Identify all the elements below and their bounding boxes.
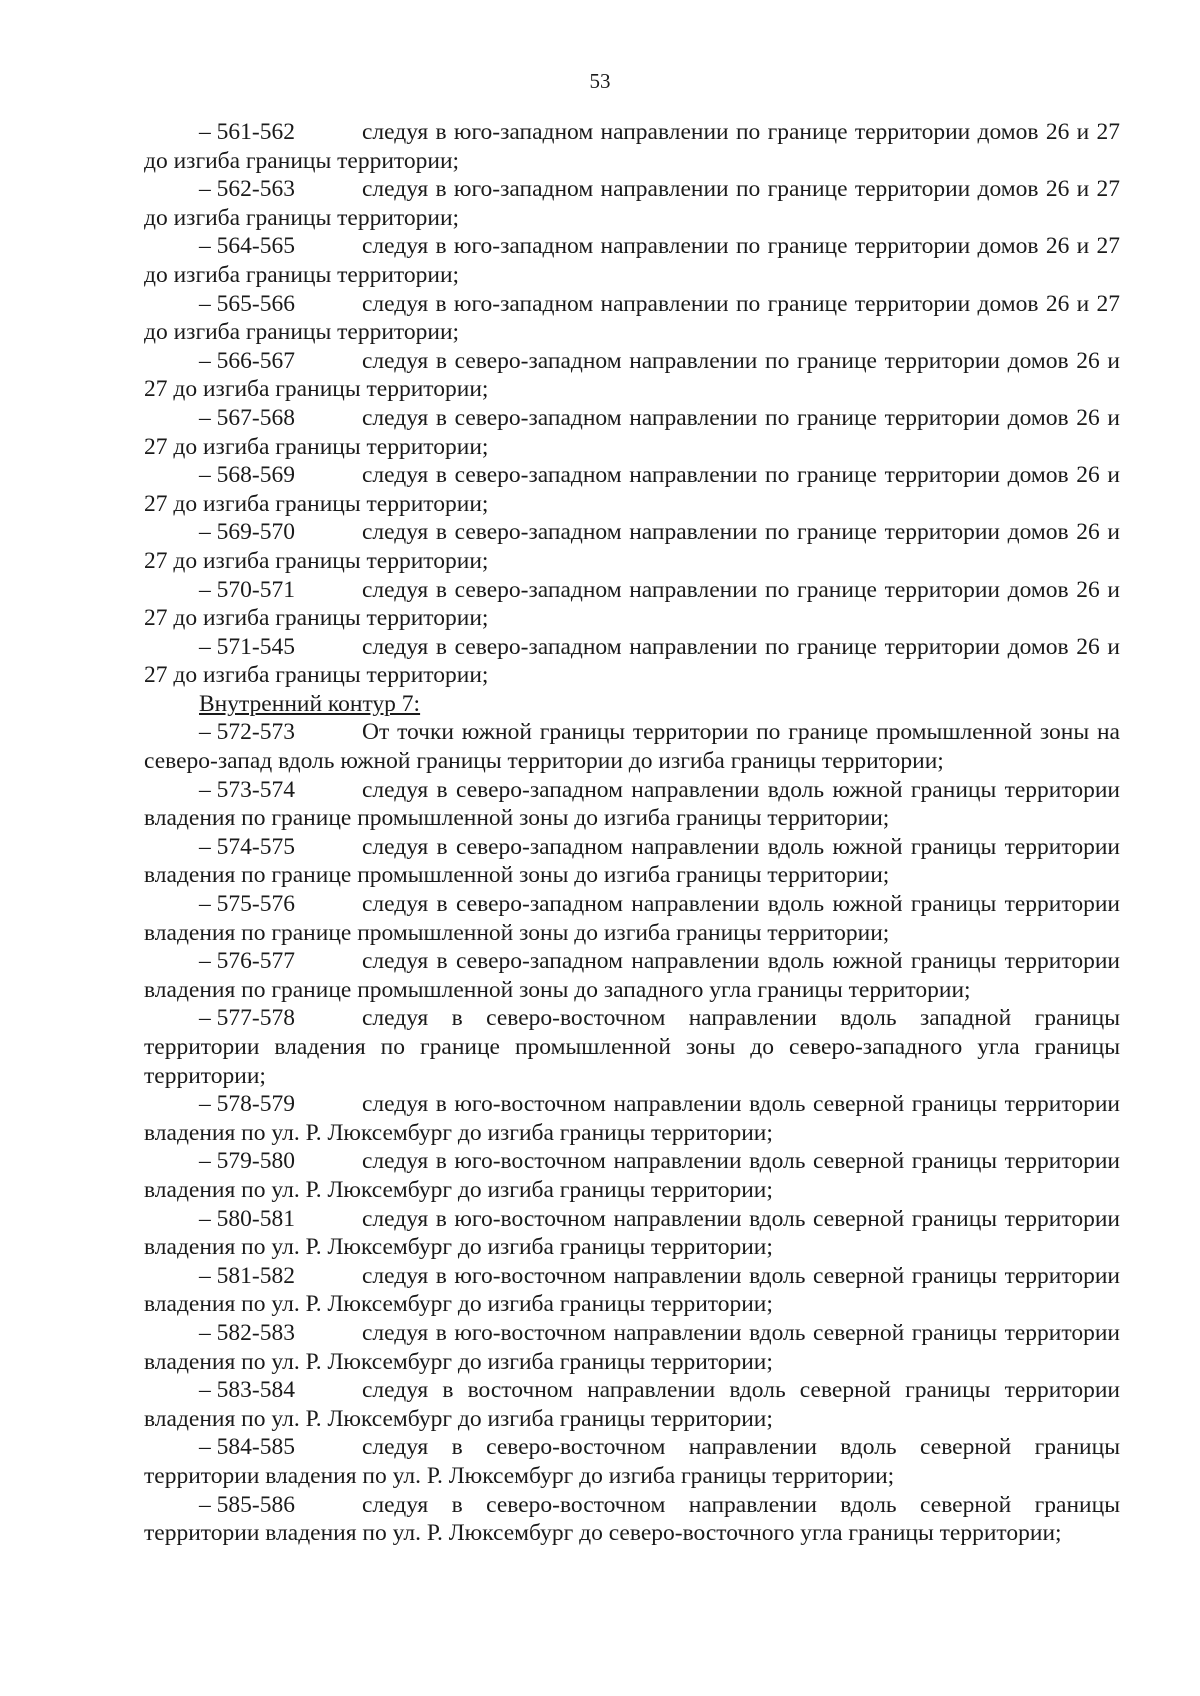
- segment-number: – 566-567: [199, 347, 295, 374]
- segment-description: следуя в юго-восточном направлении вдоль северной границы территории владения по ул. Р. Люксембург до изгиба границы территории;: [144, 1205, 1120, 1261]
- segment-description: следуя в северо-западном направлении по границе территории домов 26 и 27 до изгиба границы территории;: [144, 462, 1120, 517]
- segment-number: – 585-586: [199, 1491, 295, 1518]
- boundary-entry: [144, 1433, 1120, 1490]
- boundary-entry: [144, 776, 1120, 833]
- segment-number: – 583-584: [199, 1377, 295, 1404]
- segment-number: – 577-578: [199, 1005, 295, 1032]
- boundary-entry: [144, 1004, 1120, 1090]
- segment-number: – 572-573: [199, 719, 295, 746]
- segment-description: следуя в северо-западном направлении вдоль южной границы территории владения по границе промышленной зоны до западного угла границы территории;: [144, 948, 1120, 1003]
- segment-description: следуя в северо-восточном направлении вдоль северной границы территории владения по ул. Р. Люксембург до изгиба границы территории;: [144, 1434, 1120, 1489]
- segment-number: – 573-574: [199, 776, 295, 803]
- segment-description: следуя в юго-восточном направлении вдоль северной границы территории владения по ул. Р. Люксембург до изгиба границы территории;: [144, 1148, 1120, 1203]
- segment-description: От точки южной границы территории по границе промышленной зоны на северо-запад вдоль южной границы территории до изгиба границы территории;: [144, 719, 1120, 775]
- segment-description: следуя в юго-восточном направлении вдоль северной границы территории владения по ул. Р. Люксембург до изгиба границы территории;: [144, 1091, 1120, 1146]
- segment-description: следуя в северо-западном направлении по границе территории домов 26 и 27 до изгиба границы территории;: [144, 633, 1120, 689]
- segment-number: – 576-577: [199, 948, 295, 975]
- segment-description: следуя в северо-западном направлении по границе территории домов 26 и 27 до изгиба границы территории;: [144, 576, 1120, 632]
- segment-number: – 584-585: [199, 1434, 295, 1461]
- segment-description: следуя в юго-восточном направлении вдоль северной границы территории владения по ул. Р. Люксембург до изгиба границы территории;: [144, 1319, 1120, 1375]
- boundary-entry: [144, 1376, 1120, 1433]
- segment-number: – 579-580: [199, 1148, 295, 1175]
- boundary-entry: [144, 890, 1120, 947]
- segment-number: – 568-569: [199, 462, 295, 489]
- segment-number: – 575-576: [199, 891, 295, 918]
- boundary-entry: [144, 1491, 1120, 1548]
- section-heading-text: Внутренний контур 7:: [199, 690, 421, 717]
- boundary-entry: [144, 118, 1120, 175]
- segment-description: следуя в юго-западном направлении по границе территории домов 26 и 27 до изгиба границы территории;: [144, 233, 1120, 288]
- segment-description: следуя в северо-западном направлении по границе территории домов 26 и 27 до изгиба границы территории;: [144, 347, 1120, 403]
- boundary-entry: [144, 404, 1120, 461]
- page-number: 53: [589, 69, 611, 93]
- segment-description: следуя в северо-западном направлении вдоль южной границы территории владения по границе промышленной зоны до изгиба границы территории;: [144, 833, 1120, 889]
- boundary-entry: [144, 576, 1120, 633]
- boundary-entry: [144, 175, 1120, 232]
- segment-description: следуя в северо-западном направлении по границе территории домов 26 и 27 до изгиба границы территории;: [144, 404, 1120, 460]
- segment-description: следуя в юго-западном направлении по границе территории домов 26 и 27 до изгиба границы территории;: [144, 119, 1120, 174]
- boundary-entry: [144, 833, 1120, 890]
- segment-number: – 567-568: [199, 404, 295, 431]
- segment-description: следуя в юго-восточном направлении вдоль северной границы территории владения по ул. Р. Люксембург до изгиба границы территории;: [144, 1262, 1120, 1318]
- segment-description: следуя в юго-западном направлении по границе территории домов 26 и 27 до изгиба границы территории;: [144, 290, 1120, 346]
- segment-number: – 574-575: [199, 833, 295, 860]
- boundary-entry: [144, 1319, 1120, 1376]
- boundary-entry: [144, 718, 1120, 775]
- boundary-entry: [144, 633, 1120, 690]
- segment-number: – 569-570: [199, 519, 295, 546]
- segment-number: – 565-566: [199, 290, 295, 317]
- boundary-entry: [144, 1147, 1120, 1204]
- segment-number: – 581-582: [199, 1262, 295, 1289]
- segment-number: – 570-571: [199, 576, 295, 603]
- segment-number: – 564-565: [199, 233, 295, 260]
- segment-description: следуя в северо-восточном направлении вдоль северной границы территории владения по ул. Р. Люксембург до северо-восточного угла границы территории;: [144, 1491, 1120, 1547]
- boundary-entry: [144, 947, 1120, 1004]
- boundary-entry: [144, 518, 1120, 575]
- segment-description: следуя в северо-западном направлении вдоль южной границы территории владения по границе промышленной зоны до изгиба границы территории;: [144, 776, 1120, 832]
- segment-description: следуя в северо-восточном направлении вдоль западной границы территории владения по границе промышленной зоны до северо-западного угла границы территории;: [144, 1005, 1120, 1089]
- segment-number: – 580-581: [199, 1205, 295, 1232]
- segment-description: следуя в юго-западном направлении по границе территории домов 26 и 27 до изгиба границы территории;: [144, 176, 1120, 231]
- document-body: [144, 118, 1120, 1548]
- segment-number: – 562-563: [199, 176, 295, 203]
- boundary-entry: [144, 347, 1120, 404]
- segment-description: следуя в северо-западном направлении по границе территории домов 26 и 27 до изгиба границы территории;: [144, 519, 1120, 574]
- segment-description: следуя в северо-западном направлении вдоль южной границы территории владения по границе промышленной зоны до изгиба границы территории;: [144, 891, 1120, 946]
- boundary-entry: [144, 290, 1120, 347]
- boundary-entry: [144, 461, 1120, 518]
- boundary-entry: [144, 1205, 1120, 1262]
- segment-number: – 582-583: [199, 1319, 295, 1346]
- boundary-entry: [144, 1262, 1120, 1319]
- segment-number: – 571-545: [199, 633, 295, 660]
- boundary-entry: [144, 1090, 1120, 1147]
- boundary-entry: [144, 232, 1120, 289]
- section-heading: [144, 690, 1120, 719]
- segment-description: следуя в восточном направлении вдоль северной границы территории владения по ул. Р. Люксембург до изгиба границы территории;: [144, 1377, 1120, 1432]
- segment-number: – 578-579: [199, 1091, 295, 1118]
- segment-number: – 561-562: [199, 119, 295, 145]
